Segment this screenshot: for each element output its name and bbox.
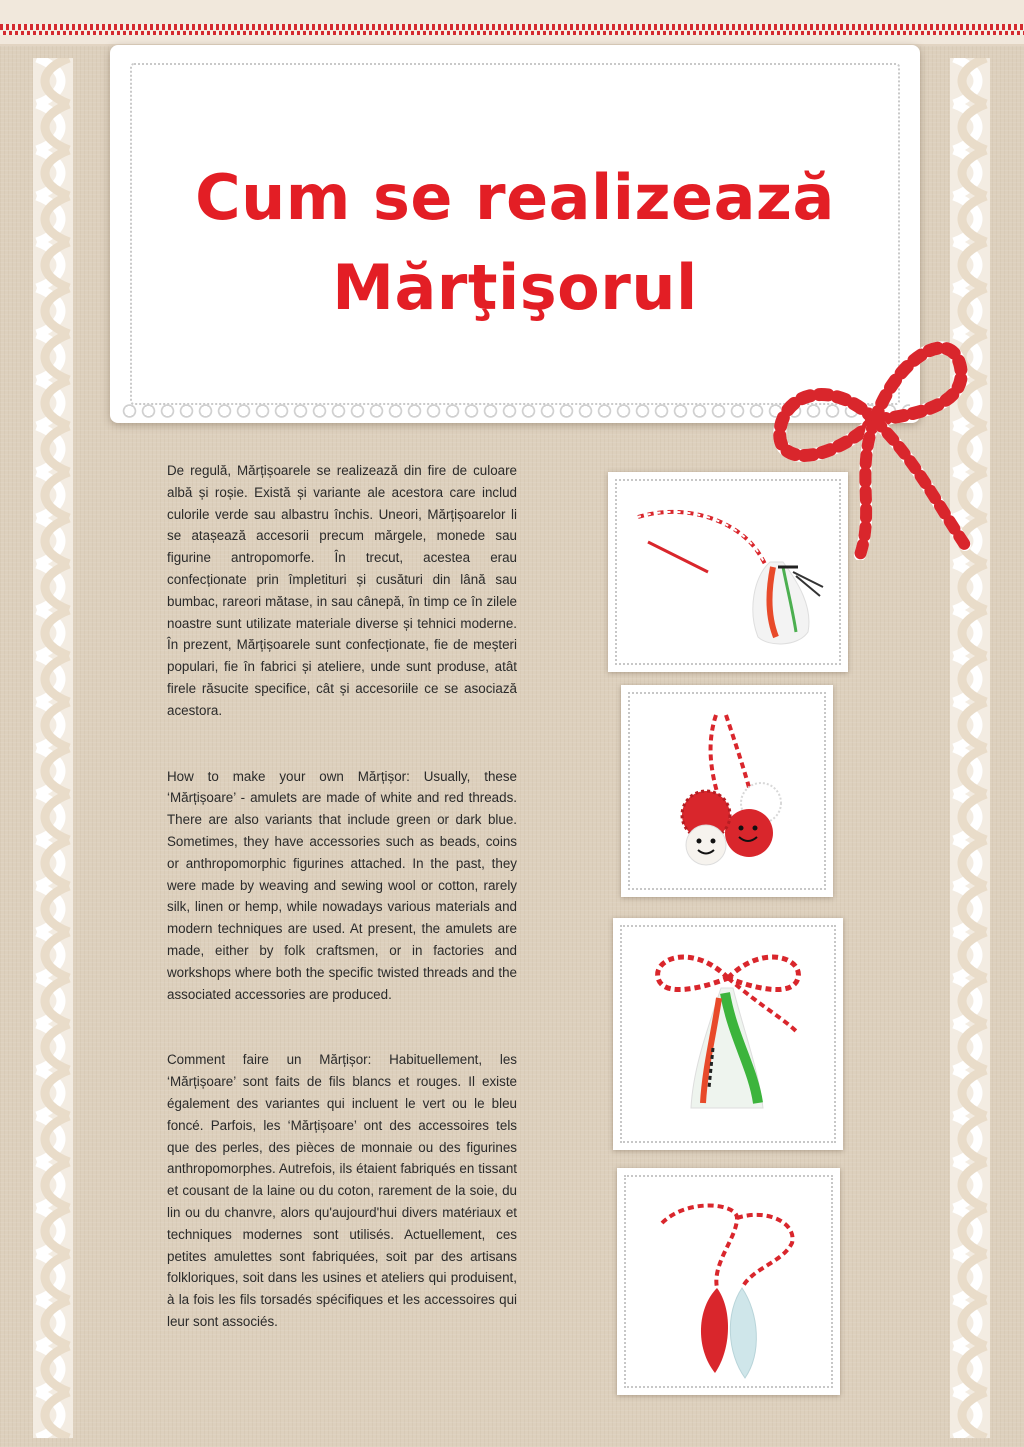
drop-pendants-martisor-icon — [617, 1168, 840, 1395]
top-stitched-border — [0, 0, 1024, 46]
right-cord-border — [950, 58, 990, 1438]
paragraph-romanian: De regulă, Mărțișoarele se realizează din fire de culoare albă și roșie. Există și variante ale acestora care includ culorile verde sau albastru închis. Uneori, Mărțișoarelor li se atașează accesorii precum mărgele, monede sau figurine antropomorfe. În trecut, acestea erau confecționate prin împletituri și cusături din lână sau bumbac, rareori mătase, in sau cânepă, în timp ce în zilele noastre sunt utilizate materiale diverse și tehnici moderne. În prezent, Mărțișoarele sunt confecționate, fie de meșteri populari, fie în fabrici și ateliere, unde sunt produse, atât firele răsucite specifice, cât și accesoriile ce se asociază acestora. — [167, 463, 517, 718]
paragraph-english: How to make your own Mărțișor: Usually, these ‘Mărțișoare’ - amulets are made of white and red threads. There are also variants that include green or dark blue. Sometimes, they have accessories such as beads, coins or anthropomorphic figurines attached. In the past, they were made by weaving and sewing wool or cotton, rarely silk, linen or hemp, while nowadays various materials and modern techniques are used. At present, the amulets are made, either by folk craftsmen, or in factories and workshops where both the specific twisted threads and the associated accessories are produced. — [167, 768, 517, 1002]
photo-tassel-martisor — [608, 472, 848, 672]
pompom-faces-martisor-icon — [621, 685, 833, 897]
photo-drop-pendant-martisor — [617, 1168, 840, 1395]
tassel-martisor-icon — [608, 472, 848, 672]
bow-tassel-martisor-icon — [613, 918, 843, 1150]
paragraph-french: Comment faire un Mărțișor: Habituellement, les ‘Mărțișoare’ sont faits de fils blancs et rouges. Il existe également des variantes qui incluent le vert ou le bleu foncé. Parfois, les ‘Mărțișoare’ ont des accessoires tels que des perles, des pièces de monnaie ou des figurines anthropomorphes. Autrefois, ils étaient fabriqués en tissant et cousant de la laine ou du coton, rarement de la soie, du lin ou du chanvre, alors qu'aujourd'hui divers matériaux et techniques modernes sont utilisés. Actuellement, ces petites amulettes sont fabriquées, soit par des artisans folkloriques, soit dans les usines et ateliers qui produisent, à la fois les fils torsadés spécifiques et les accessoires qui leur sont associés. — [167, 1052, 517, 1329]
left-cord-border — [33, 58, 73, 1438]
page-title — [110, 153, 920, 333]
page-title-line-1: Cum se realizează — [195, 161, 835, 234]
text-column — [167, 460, 517, 1377]
photo-bow-tassel-martisor — [613, 918, 843, 1150]
photo-pompom-martisor — [621, 685, 833, 897]
page-title-line-2: Mărţişorul — [332, 251, 698, 324]
